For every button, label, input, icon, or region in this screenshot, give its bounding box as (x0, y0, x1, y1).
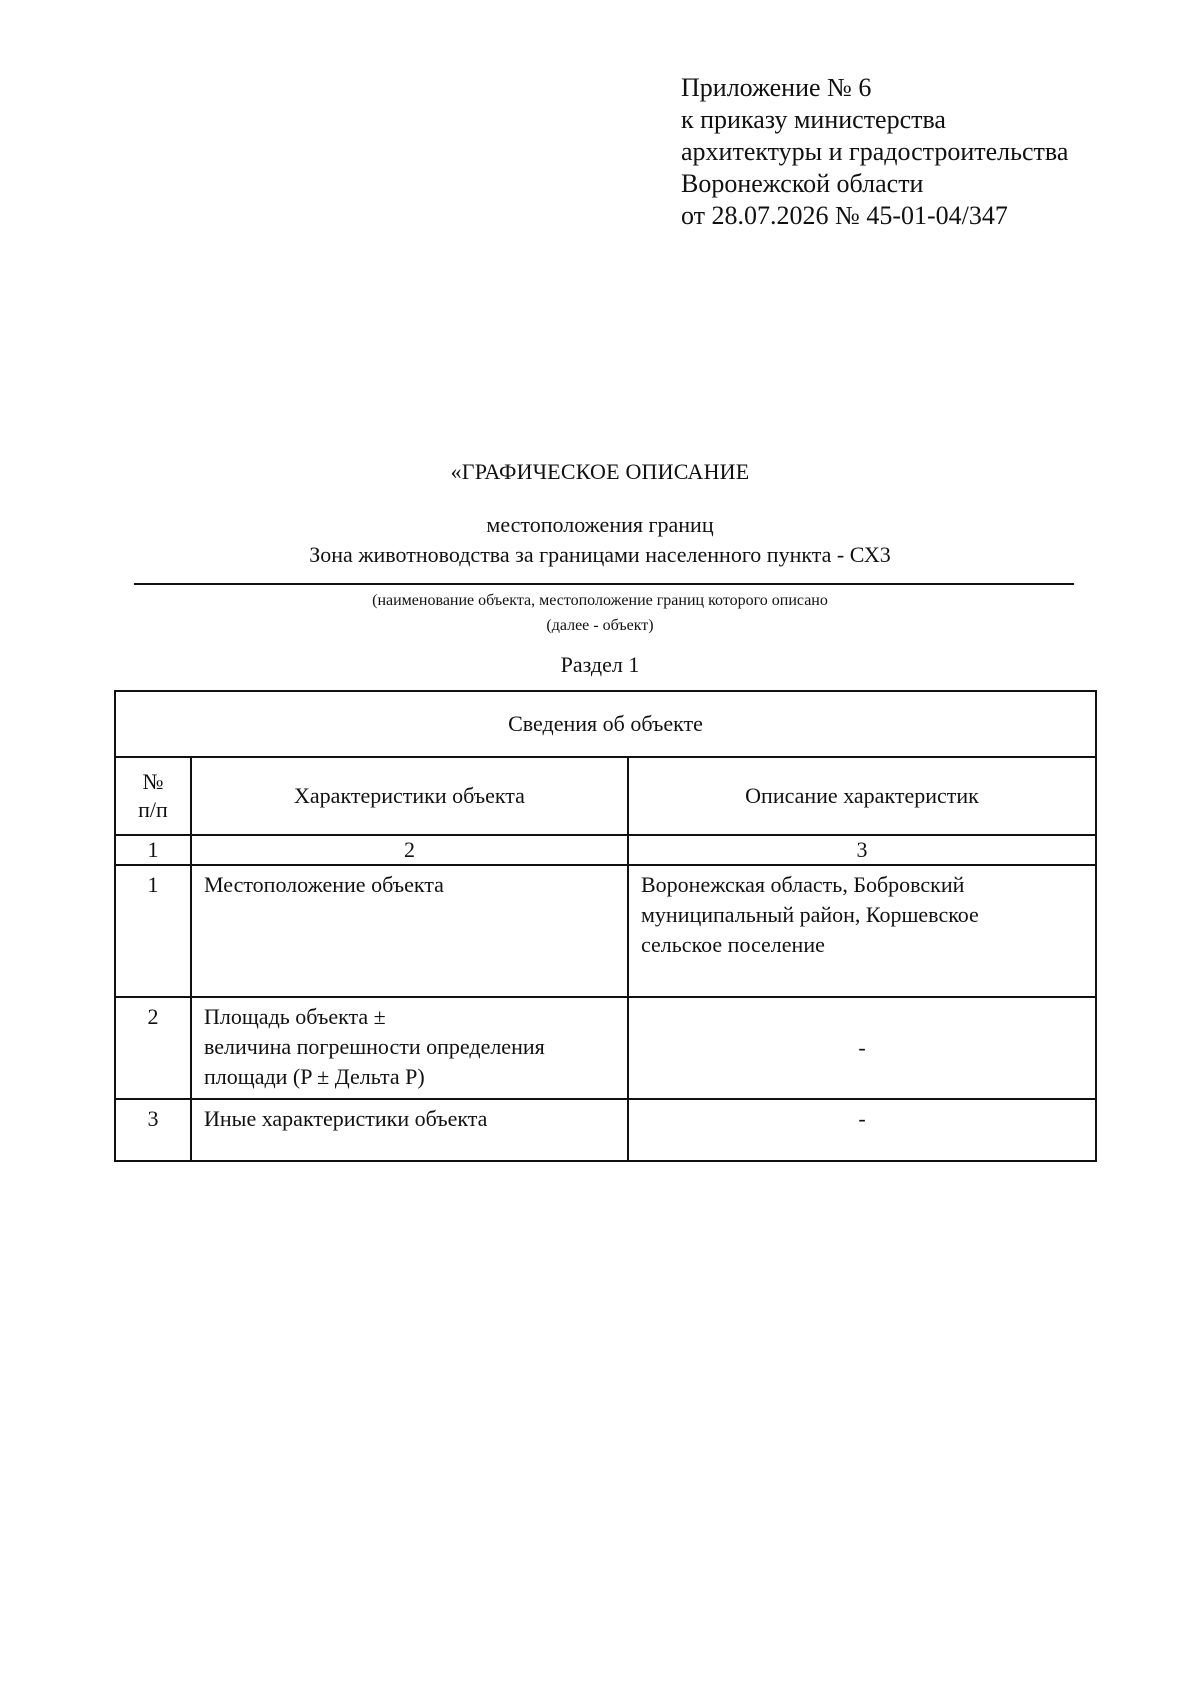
row-characteristic: Иные характеристики объекта (191, 1099, 628, 1161)
attachment-note (681, 72, 1161, 232)
attachment-line: Приложение № 6 (681, 73, 872, 102)
table-row (115, 865, 1096, 997)
table-heading: Сведения об объекте (115, 691, 1096, 757)
row-description: - (628, 997, 1096, 1099)
document-title: «ГРАФИЧЕСКОЕ ОПИСАНИЕ (450, 459, 750, 484)
column-index: 1 (115, 835, 191, 865)
table-row (115, 1099, 1096, 1161)
caption-line: (далее - объект) (546, 617, 654, 634)
characteristic-line: величина погрешности определения (204, 1034, 545, 1059)
attachment-line: Воронежской области (681, 169, 924, 198)
row-description: - (628, 1099, 1096, 1161)
column-header-number-line: № (142, 769, 164, 794)
table-index-row (115, 835, 1096, 865)
description-line: Воронежская область, Бобровский (641, 872, 965, 897)
row-characteristic (191, 997, 628, 1099)
attachment-line: от 28.07.2026 № 45-01-04/347 (681, 201, 1008, 230)
column-header-number (115, 757, 191, 835)
section-label: Раздел 1 (560, 652, 640, 677)
characteristic-line: площади (P ± Дельта P) (204, 1064, 425, 1089)
table-row (115, 997, 1096, 1099)
underline-rule (134, 583, 1074, 585)
column-header-description: Описание характеристик (628, 757, 1096, 835)
object-caption (110, 588, 1090, 638)
column-index: 2 (191, 835, 628, 865)
object-info-table (114, 690, 1097, 1162)
table-header-row (115, 757, 1096, 835)
row-characteristic: Местоположение объекта (191, 865, 628, 997)
attachment-line: архитектуры и градостроительства (681, 137, 1069, 166)
row-number: 1 (115, 865, 191, 997)
description-line: сельское поселение (641, 932, 825, 957)
subtitle-line: местоположения границ (486, 512, 714, 537)
row-description (628, 865, 1096, 997)
document-subtitle (110, 510, 1090, 570)
column-index: 3 (628, 835, 1096, 865)
attachment-line: к приказу министерства (681, 105, 946, 134)
row-number: 3 (115, 1099, 191, 1161)
column-header-number-line: п/п (138, 797, 168, 822)
characteristic-line: Площадь объекта ± (204, 1004, 386, 1029)
column-header-characteristic: Характеристики объекта (191, 757, 628, 835)
description-line: муниципальный район, Коршевское (641, 902, 979, 927)
table-heading-row (115, 691, 1096, 757)
caption-line: (наименование объекта, местоположение границ которого описано (372, 592, 828, 609)
row-number: 2 (115, 997, 191, 1099)
object-name: Зона животноводства за границами населенного пункта - СХ3 (309, 542, 891, 567)
